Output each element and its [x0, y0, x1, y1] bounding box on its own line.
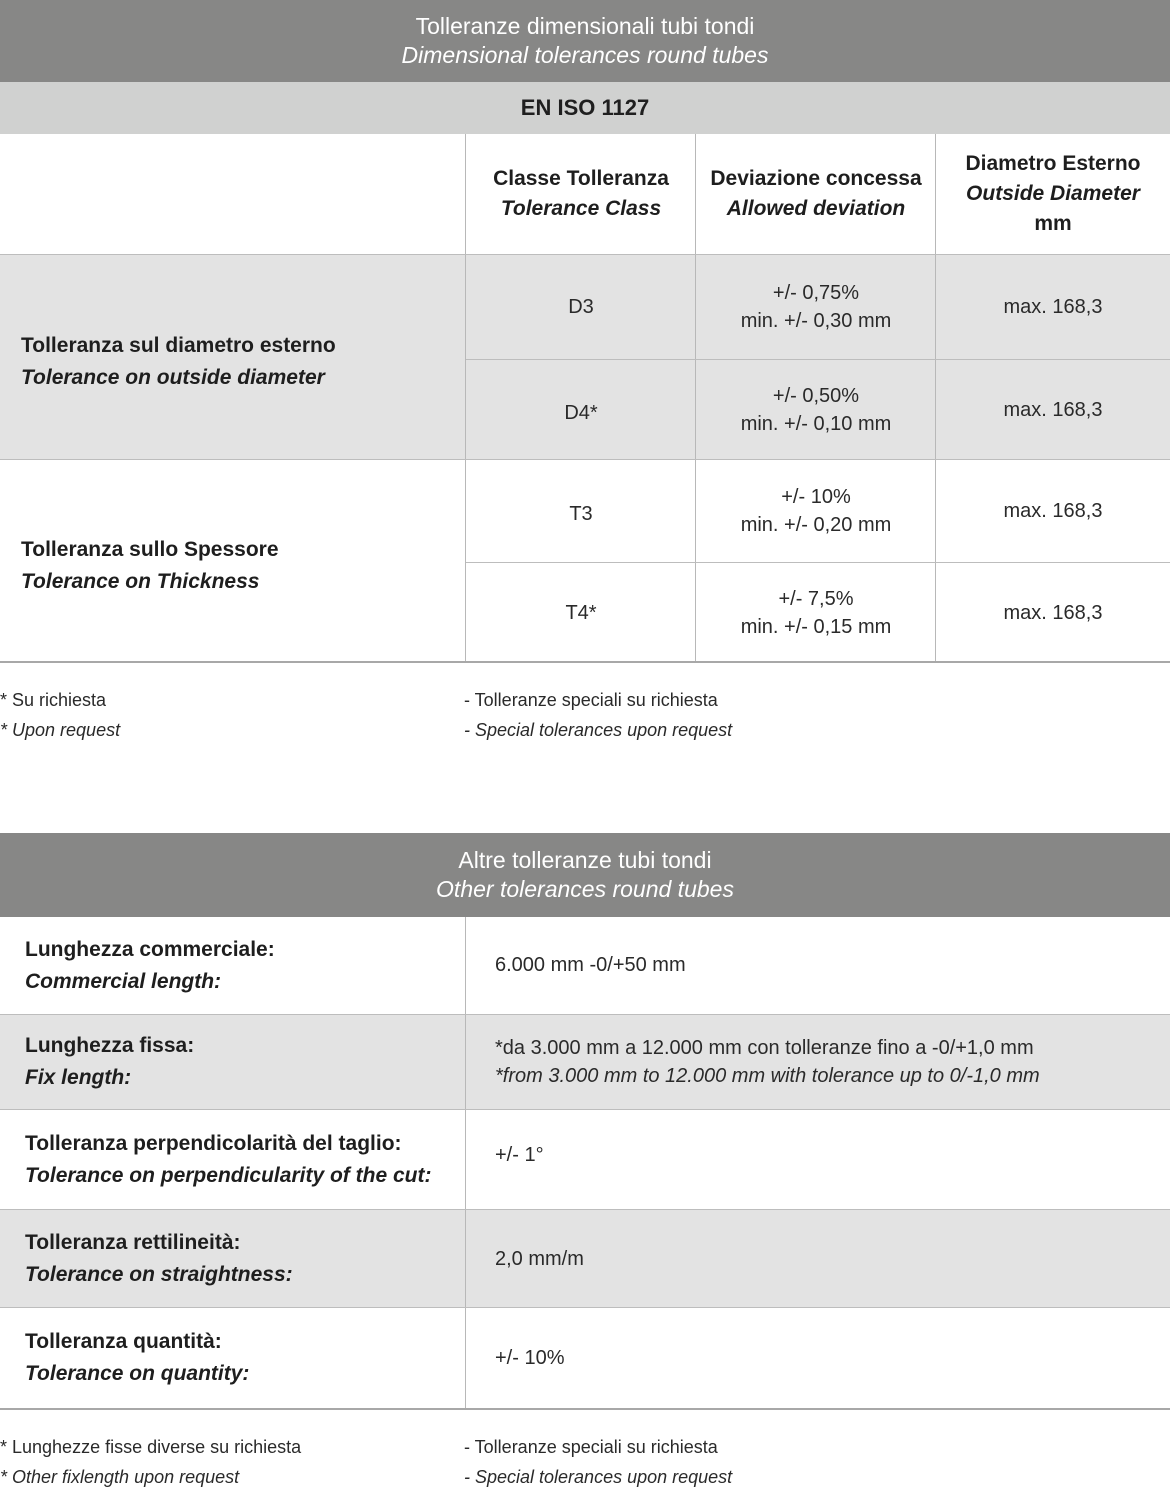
label-it: Lunghezza commerciale: — [25, 937, 275, 961]
row-commercial-length-label — [0, 917, 466, 1014]
row-fix-length-value — [495, 1015, 1165, 1109]
value-it: 2,0 mm/m — [495, 1247, 584, 1270]
label-en: Commercial length: — [25, 969, 222, 993]
footnote-en: * Other fixlength upon request — [0, 1467, 240, 1487]
diameter-value: max. 168,3 — [1003, 296, 1103, 318]
deviation-min: min. +/- 0,30 mm — [740, 310, 892, 332]
row-quantity-label — [0, 1308, 466, 1408]
row-perpendicularity-label — [0, 1110, 466, 1209]
label-it: Lunghezza fissa: — [25, 1034, 195, 1057]
class-value: T3 — [569, 503, 593, 525]
diameter-value: max. 168,3 — [1003, 601, 1103, 624]
table1-title — [0, 0, 1170, 82]
header-outside-diameter — [936, 134, 1170, 254]
class-cell-t4 — [466, 563, 696, 662]
deviation-cell-t3 — [696, 460, 936, 562]
row-fix-length-label — [0, 1015, 466, 1109]
label-it: Tolleranza rettilineità: — [25, 1230, 241, 1254]
value-it: 6.000 mm -0/+50 mm — [495, 953, 686, 976]
footnote-it: * Lunghezze fisse diverse su richiesta — [0, 1437, 302, 1457]
table2-footnote-left — [0, 1432, 460, 1492]
standard-band — [0, 82, 1170, 134]
class-cell-d3 — [466, 255, 696, 359]
value-it: *da 3.000 mm a 12.000 mm con tolleranze fino a -0/+1,0 mm — [495, 1037, 1034, 1059]
diameter-cell-t3 — [936, 460, 1170, 562]
deviation-percent: +/- 10% — [781, 486, 851, 508]
label-it: Tolleranza perpendicolarità del taglio: — [25, 1131, 402, 1155]
diameter-value: max. 168,3 — [1003, 500, 1103, 522]
table2-divider — [465, 917, 466, 1408]
table1-divider — [465, 134, 466, 662]
table1-footnote-left — [0, 685, 460, 745]
deviation-cell-t4 — [696, 563, 936, 662]
table2-title-en: Other tolerances round tubes — [436, 876, 734, 902]
table2-rule — [0, 1014, 1170, 1015]
deviation-percent: +/- 7,5% — [778, 587, 854, 610]
group-label-outside-diameter — [0, 255, 466, 459]
deviation-min: min. +/- 0,15 mm — [740, 615, 892, 638]
label-it: Tolleranza quantità: — [25, 1330, 222, 1353]
diameter-cell-t4 — [936, 563, 1170, 662]
standard-label: EN ISO 1127 — [520, 95, 650, 120]
table1-rule — [466, 359, 1170, 360]
group-label-thickness — [0, 460, 466, 662]
header-deviation-en: Allowed deviation — [726, 197, 906, 220]
table2-bottom-rule — [0, 1408, 1170, 1410]
header-class-en: Tolerance Class — [500, 197, 662, 220]
diameter-cell-d3 — [936, 255, 1170, 359]
header-diameter-it: Diametro Esterno — [965, 152, 1141, 175]
value-it: +/- 10% — [495, 1347, 565, 1369]
class-cell-t3 — [466, 460, 696, 562]
header-diameter-unit: mm — [1034, 212, 1072, 235]
class-value: T4* — [565, 601, 597, 624]
table1-title-it: Tolleranze dimensionali tubi tondi — [415, 13, 755, 39]
deviation-cell-d4 — [696, 360, 936, 459]
header-allowed-deviation — [696, 134, 936, 254]
deviation-percent: +/- 0,50% — [772, 384, 860, 407]
label-en: Fix length: — [25, 1066, 132, 1089]
table2-rule — [0, 1307, 1170, 1308]
row-perpendicularity-value — [495, 1110, 1165, 1209]
class-value: D4* — [564, 401, 598, 424]
diameter-cell-d4 — [936, 360, 1170, 459]
table1-bottom-rule — [0, 661, 1170, 663]
table1-divider — [695, 134, 696, 662]
table2-title-it: Altre tolleranze tubi tondi — [458, 847, 712, 873]
footnote-it: * Su richiesta — [0, 690, 107, 710]
row-straightness-value — [495, 1210, 1165, 1307]
diameter-value: max. 168,3 — [1003, 398, 1103, 421]
deviation-min: min. +/- 0,20 mm — [740, 514, 892, 536]
table1-divider — [935, 134, 936, 662]
header-deviation-it: Deviazione concessa — [710, 167, 922, 190]
value-it: +/- 1° — [495, 1143, 544, 1166]
label-en: Tolerance on straightness: — [25, 1262, 293, 1286]
group1-label-en: Tolerance on outside diameter — [21, 366, 325, 389]
header-class-it: Classe Tolleranza — [493, 167, 669, 190]
table1-rule — [466, 562, 1170, 563]
header-tolerance-class — [466, 134, 696, 254]
row-quantity-value — [495, 1308, 1165, 1408]
value-en: *from 3.000 mm to 12.000 mm with tolerance up to 0/-1,0 mm — [495, 1065, 1040, 1087]
label-en: Tolerance on perpendicularity of the cut: — [25, 1163, 432, 1187]
footnote-en: * Upon request — [0, 720, 121, 740]
row-straightness-label — [0, 1210, 466, 1307]
table1-title-en: Dimensional tolerances round tubes — [401, 42, 769, 68]
table2-rule — [0, 1109, 1170, 1110]
class-cell-d4 — [466, 360, 696, 459]
class-value: D3 — [568, 296, 594, 318]
table1-rule — [0, 254, 1170, 255]
table1-rule — [0, 459, 1170, 460]
deviation-min: min. +/- 0,10 mm — [740, 412, 892, 435]
footnote-en: - Special tolerances upon request — [464, 720, 733, 740]
group1-label-it: Tolleranza sul diametro esterno — [21, 334, 336, 357]
footnote-en: - Special tolerances upon request — [464, 1467, 733, 1487]
deviation-cell-d3 — [696, 255, 936, 359]
group2-label-en: Tolerance on Thickness — [21, 570, 260, 593]
footnote-it: - Tolleranze speciali su richiesta — [464, 1437, 718, 1457]
label-en: Tolerance on quantity: — [25, 1362, 250, 1385]
table2-title — [0, 833, 1170, 917]
row-commercial-length-value — [495, 917, 1165, 1014]
table1-footnote-right — [464, 685, 1064, 745]
footnote-it: - Tolleranze speciali su richiesta — [464, 690, 718, 710]
header-diameter-en: Outside Diameter — [966, 182, 1140, 205]
deviation-percent: +/- 0,75% — [772, 282, 860, 304]
table2-footnote-right — [464, 1432, 1064, 1492]
table2-rule — [0, 1209, 1170, 1210]
group2-label-it: Tolleranza sullo Spessore — [21, 538, 279, 561]
